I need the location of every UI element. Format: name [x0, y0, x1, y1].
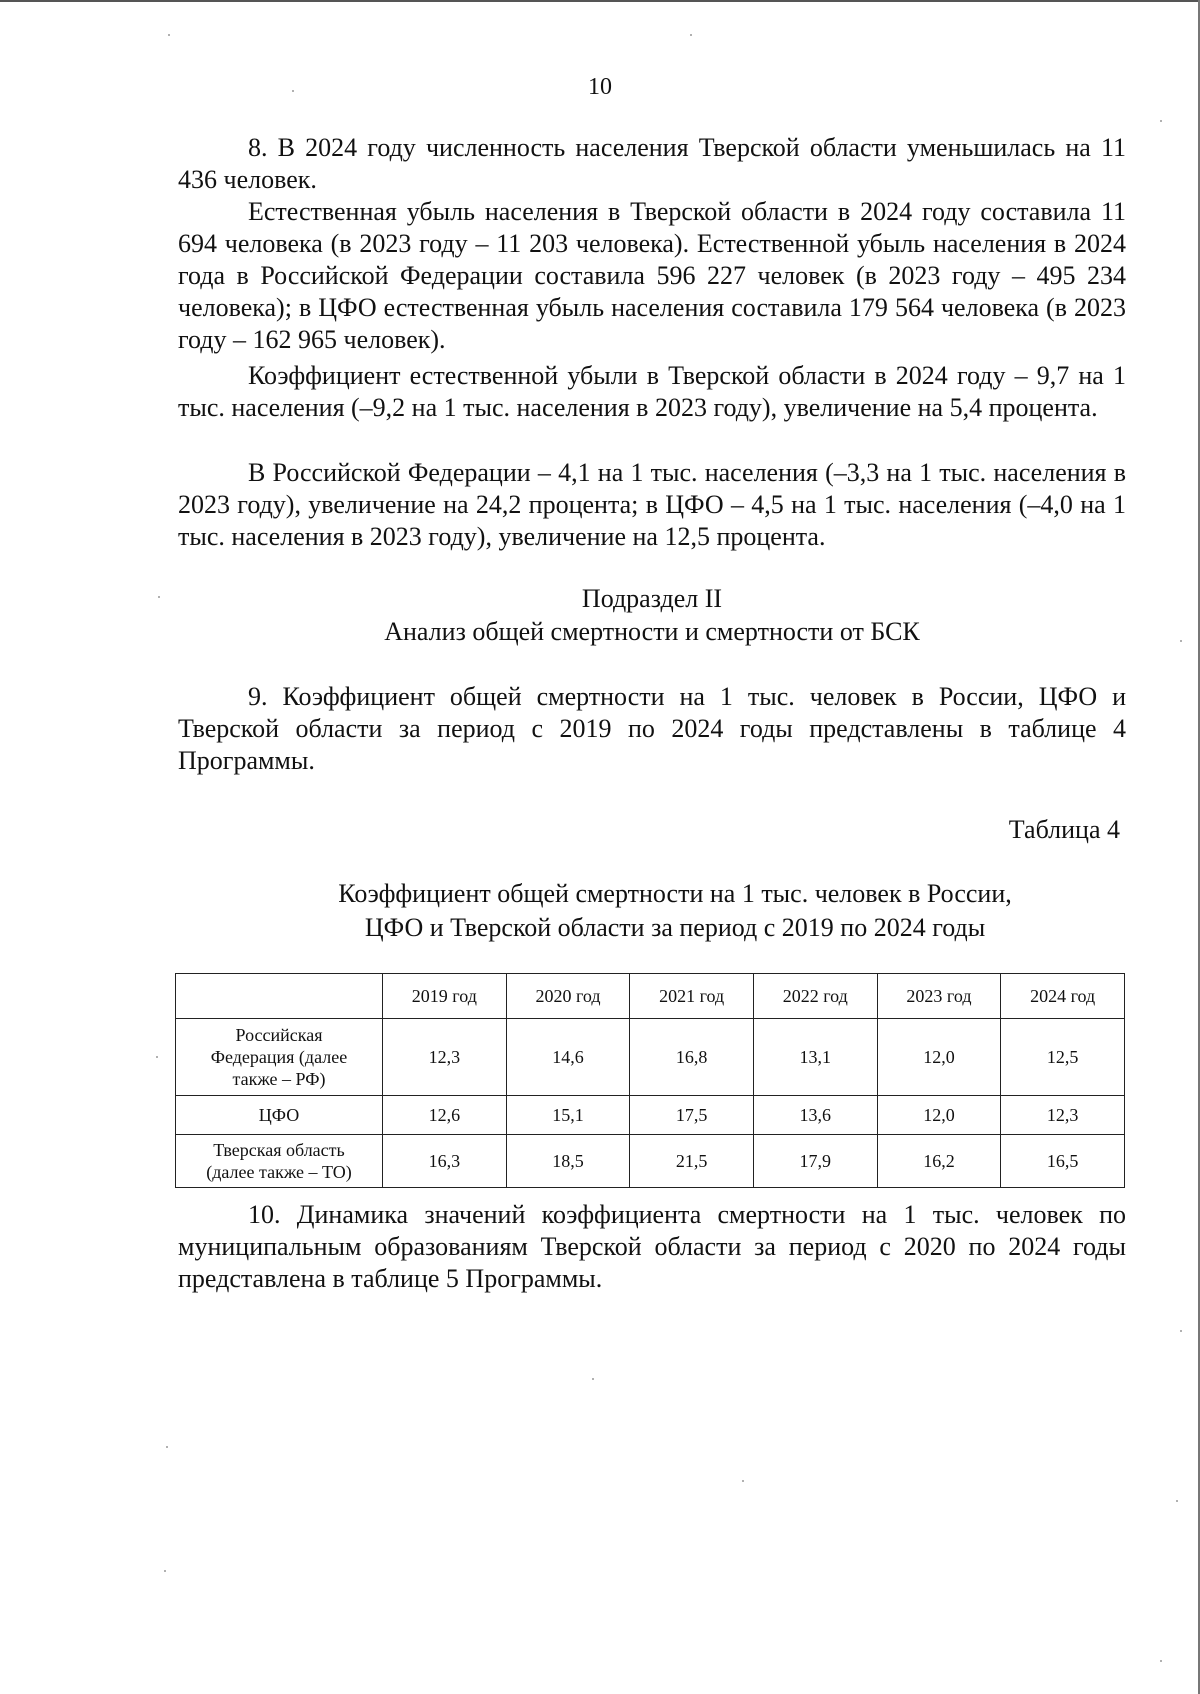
table-cell: 14,6: [506, 1019, 630, 1096]
row-label-cfo: [176, 1096, 383, 1135]
paragraph-rf-comparison-text: В Российской Федерации – 4,1 на 1 тыс. населения (–3,3 на 1 тыс. населения в 2023 году), увеличение на 24,2 процента; в ЦФО – 4,5 на 1 тыс. населения (–4,0 на 1 тыс. населения в 2023 году), увеличение на 12,5 процента.: [178, 458, 1126, 551]
table-caption: [300, 877, 1050, 945]
scan-speck: [1160, 120, 1162, 122]
row-label-rf: [176, 1019, 383, 1096]
table-header-2019: 2019 год: [383, 974, 507, 1019]
scan-speck: [168, 34, 170, 36]
table-row-cfo: [176, 1096, 1125, 1135]
paragraph-natural-decline-text: Естественная убыль населения в Тверской области в 2024 году составила 11 694 человека (в 2023 году – 11 203 человека). Естественной убыль населения в 2024 года в Российской Федерации составила 596 227 человек (в 2023 году – 495 234 человека); в ЦФО естественная убыль населения составила 179 564 человека (в 2023 году – 162 965 человек).: [178, 197, 1126, 354]
subsection-title: Анализ общей смертности и смертности от БСК: [384, 617, 920, 646]
table-row-rf: [176, 1019, 1125, 1096]
table-label: Таблица 4: [1008, 815, 1120, 844]
paragraph-10: [178, 1199, 1126, 1295]
table-cell: 16,5: [1001, 1135, 1125, 1188]
row-label-line: (далее также – ТО): [206, 1162, 352, 1182]
table-header-2024: 2024 год: [1001, 974, 1125, 1019]
paragraph-9-text: 9. Коэффициент общей смертности на 1 тыс. человек в России, ЦФО и Тверской области за период с 2019 по 2024 годы представлены в таблице 4 Программы.: [178, 682, 1126, 775]
table-caption-line-2: ЦФО и Тверской области за период с 2019 по 2024 годы: [364, 913, 986, 942]
table-cell: 16,8: [630, 1019, 754, 1096]
page-number: 10: [588, 74, 612, 100]
scan-speck: [742, 1480, 744, 1482]
table-header-2020: 2020 год: [506, 974, 630, 1019]
table-row-to: [176, 1135, 1125, 1188]
table-header-2023: 2023 год: [877, 974, 1001, 1019]
table-cell: 12,0: [877, 1096, 1001, 1135]
table-cell: 13,1: [753, 1019, 877, 1096]
table-cell: 12,0: [877, 1019, 1001, 1096]
row-label-line: ЦФО: [258, 1105, 300, 1125]
table-header-corner: [176, 974, 383, 1019]
scan-speck: [166, 1446, 168, 1448]
mortality-table: [175, 973, 1125, 1188]
table-cell: 16,2: [877, 1135, 1001, 1188]
table-cell: 12,6: [383, 1096, 507, 1135]
paragraph-8-text: 8. В 2024 году численность населения Тверской области уменьшилась на 11 436 человек.: [178, 133, 1126, 194]
paragraph-decline-coefficient: [178, 360, 1126, 424]
scan-speck: [690, 34, 692, 36]
subsection-number: Подраздел II: [581, 584, 723, 613]
table-cell: 16,3: [383, 1135, 507, 1188]
row-label-line: Российская: [235, 1025, 323, 1045]
scan-speck: [292, 90, 294, 92]
row-label-to: [176, 1135, 383, 1188]
table-cell: 17,5: [630, 1096, 754, 1135]
paragraph-decline-coefficient-text: Коэффициент естественной убыли в Тверской области в 2024 году – 9,7 на 1 тыс. населения (–9,2 на 1 тыс. населения в 2023 году), увеличение на 5,4 процента.: [178, 361, 1126, 422]
scan-speck: [1180, 1330, 1182, 1332]
table-header-row: [176, 974, 1125, 1019]
table-cell: 12,5: [1001, 1019, 1125, 1096]
table-cell: 18,5: [506, 1135, 630, 1188]
row-label-line: Федерация (далее: [210, 1047, 348, 1067]
table-cell: 13,6: [753, 1096, 877, 1135]
paragraph-9: [178, 681, 1126, 777]
scan-speck: [1176, 1500, 1178, 1502]
scan-speck: [592, 1378, 594, 1380]
scan-speck: [156, 1056, 158, 1058]
table-caption-line-1: Коэффициент общей смертности на 1 тыс. человек в России,: [338, 879, 1012, 908]
table-cell: 12,3: [1001, 1096, 1125, 1135]
table-header-2022: 2022 год: [753, 974, 877, 1019]
page-edge-top: [0, 0, 1200, 2]
scan-speck: [164, 1570, 166, 1572]
paragraph-8: [178, 132, 1126, 196]
scan-speck: [158, 596, 160, 598]
scan-speck: [1160, 1660, 1162, 1662]
row-label-line: Тверская область: [213, 1140, 345, 1160]
paragraph-natural-decline: [178, 196, 1126, 356]
scan-speck: [1180, 640, 1182, 642]
table-cell: 21,5: [630, 1135, 754, 1188]
table-cell: 17,9: [753, 1135, 877, 1188]
row-label-line: также – РФ): [232, 1069, 326, 1089]
table-cell: 15,1: [506, 1096, 630, 1135]
table-cell: 12,3: [383, 1019, 507, 1096]
paragraph-rf-comparison: [178, 457, 1126, 553]
table-header-2021: 2021 год: [630, 974, 754, 1019]
paragraph-10-text: 10. Динамика значений коэффициента смертности на 1 тыс. человек по муниципальным образованиям Тверской области за период с 2020 по 2024 годы представлена в таблице 5 Программы.: [178, 1200, 1126, 1293]
